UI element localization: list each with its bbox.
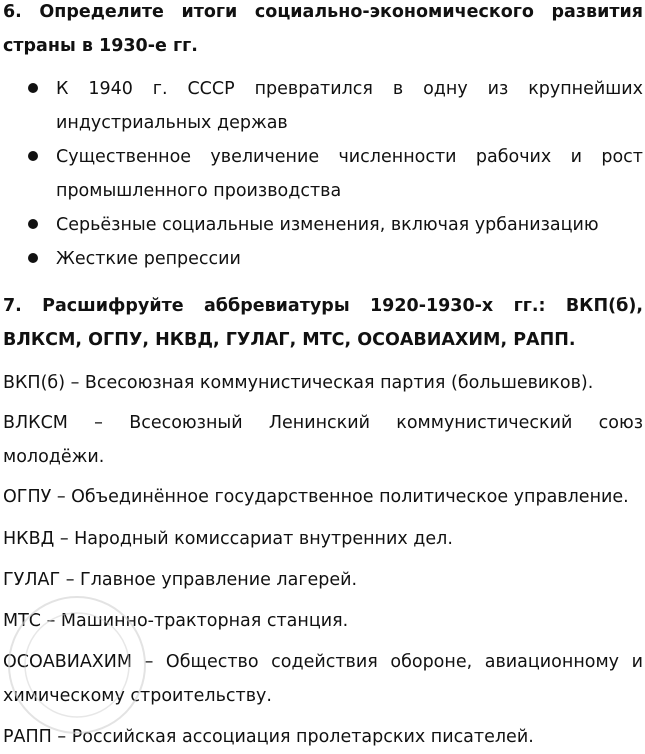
question-6-heading: 6. Определите итоги социально-экономического развития страны в 1930-е гг.	[3, 2, 643, 56]
bullet-dot-icon	[28, 219, 38, 229]
answer-bullet	[0, 242, 645, 276]
answer-bullet-text: К 1940 г. СССР превратился в одну из крупнейших индустриальных держав	[56, 79, 643, 133]
answer-bullet-text: Жесткие репрессии	[56, 249, 241, 269]
abbreviation-line: ВЛКСМ – Всесоюзный Ленинский коммунистический союз молодёжи.	[3, 413, 643, 467]
abbreviation-line: ГУЛАГ – Главное управление лагерей.	[3, 570, 358, 590]
answer-bullet	[0, 208, 645, 242]
answer-bullet-text: Существенное увеличение численности рабочих и рост промышленного производства	[56, 147, 643, 201]
bullet-dot-icon	[28, 253, 38, 263]
abbreviation-line: РАПП – Российская ассоциация пролетарских писателей.	[3, 727, 534, 747]
bullet-dot-icon	[28, 151, 38, 161]
abbreviation-line: ОСОАВИАХИМ – Общество содействия обороне, авиационному и химическому строительству.	[3, 652, 643, 706]
answer-bullet-text: Серьёзные социальные изменения, включая урбанизацию	[56, 215, 599, 235]
abbreviation-line: МТС – Машинно-тракторная станция.	[3, 611, 349, 631]
abbreviation-line: ОГПУ – Объединённое государственное политическое управление.	[3, 487, 629, 507]
answer-bullet	[0, 140, 645, 208]
answer-bullet	[0, 72, 645, 140]
abbreviation-line: ВКП(б) – Всесоюзная коммунистическая партия (большевиков).	[3, 373, 594, 393]
bullet-dot-icon	[28, 83, 38, 93]
abbreviation-line: НКВД – Народный комиссариат внутренних дел.	[3, 529, 453, 549]
question-6-answer-list	[0, 72, 645, 276]
question-7-heading: 7. Расшифруйте аббревиатуры 1920-1930-х гг.: ВКП(б), ВЛКСМ, ОГПУ, НКВД, ГУЛАГ, МТС, ОСОАВИАХИМ, РАПП.	[3, 296, 643, 350]
